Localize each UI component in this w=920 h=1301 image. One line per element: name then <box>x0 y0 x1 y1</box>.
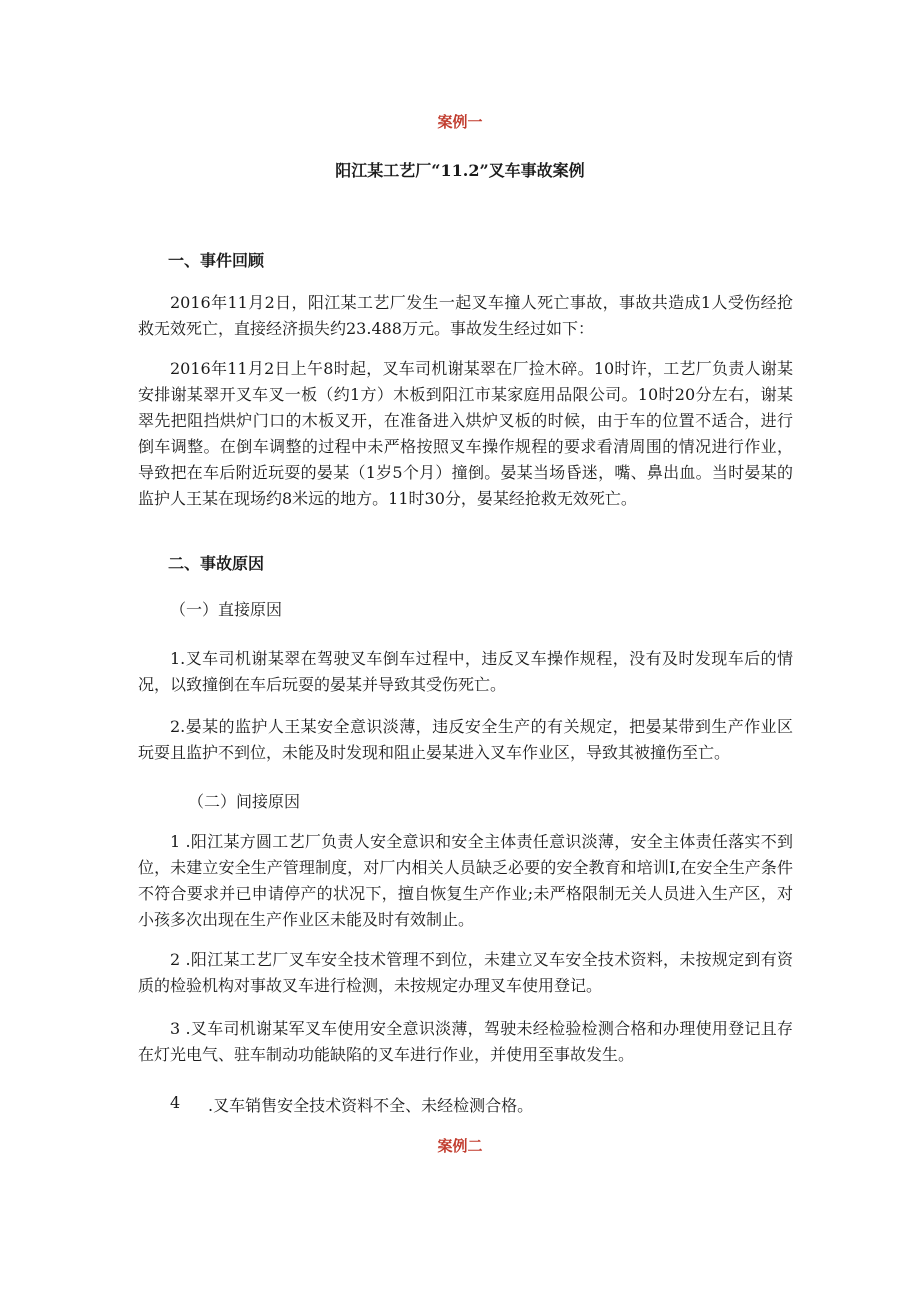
indirect-cause-2: 2 .阳江某工艺厂叉车安全技术管理不到位，未建立叉车安全技术资料，未按规定到有资质的检验机构对事故叉车进行检测，未按规定办理叉车使用登记。 <box>138 950 793 995</box>
indirect-cause-4-number: 4 <box>170 1093 181 1112</box>
direct-cause-heading: （一）直接原因 <box>170 600 283 619</box>
section-heading-cause: 二、事故原因 <box>168 554 265 573</box>
case-two-heading: 案例二 <box>437 1137 483 1155</box>
section-heading-review: 一、事件回顾 <box>168 251 265 270</box>
document-title: 阳江某工艺厂“11.2”叉车事故案例 <box>335 161 585 180</box>
case-one-heading: 案例一 <box>437 113 483 131</box>
indirect-cause-1: 1 .阳江某方圆工艺厂负责人安全意识和安全主体责任意识淡薄，安全主体责任落实不到位，未建立安全生产管理制度，对厂内相关人员缺乏必要的安全教育和培训I,在安全生产条件不符合要求并已申请停产的状况下，擅自恢复生产作业;未严格限制无关人员进入生产区，对小孩多次出现在生产作业区未能及时有效制止。 <box>138 832 793 929</box>
direct-cause-1: 1.叉车司机谢某翠在驾驶叉车倒车过程中，违反叉车操作规程，没有及时发现车后的情况，以致撞倒在车后玩耍的晏某并导致其受伤死亡。 <box>138 649 793 694</box>
indirect-cause-4-text: .叉车销售安全技术资料不全、未经检测合格。 <box>208 1096 534 1115</box>
indirect-cause-3: 3 .叉车司机谢某军叉车使用安全意识淡薄，驾驶未经检验检测合格和办理使用登记且存在灯光电气、驻车制动功能缺陷的叉车进行作业，并使用至事故发生。 <box>138 1019 793 1064</box>
review-paragraph-2: 2016年11月2日上午8时起，叉车司机谢某翠在厂捡木碎。10时许，工艺厂负责人谢某安排谢某翠开叉车叉一板（约1方）木板到阳江市某家庭用品限公司。10时20分左右，谢某翠先把阻挡烘炉门口的木板叉开，在准备进入烘炉叉板的时候，由于车的位置不适合，进行倒车调整。在倒车调整的过程中未严格按照叉车操作规程的要求看清周围的情况进行作业，导致把在车后附近玩耍的晏某（1岁5个月）撞倒。晏某当场昏迷，嘴、鼻出血。当时晏某的监护人王某在现场约8米远的地方。11时30分，晏某经抢救无效死亡。 <box>138 359 793 508</box>
direct-cause-2: 2.晏某的监护人王某安全意识淡薄，违反安全生产的有关规定，把晏某带到生产作业区玩耍且监护不到位，未能及时发现和阻止晏某进入叉车作业区，导致其被撞伤至亡。 <box>138 717 793 762</box>
indirect-cause-heading: （二）间接原因 <box>188 792 301 811</box>
review-paragraph-1: 2016年11月2日，阳江某工艺厂发生一起叉车撞人死亡事故，事故共造成1人受伤经抢救无效死亡，直接经济损失约23.488万元。事故发生经过如下： <box>138 293 793 338</box>
